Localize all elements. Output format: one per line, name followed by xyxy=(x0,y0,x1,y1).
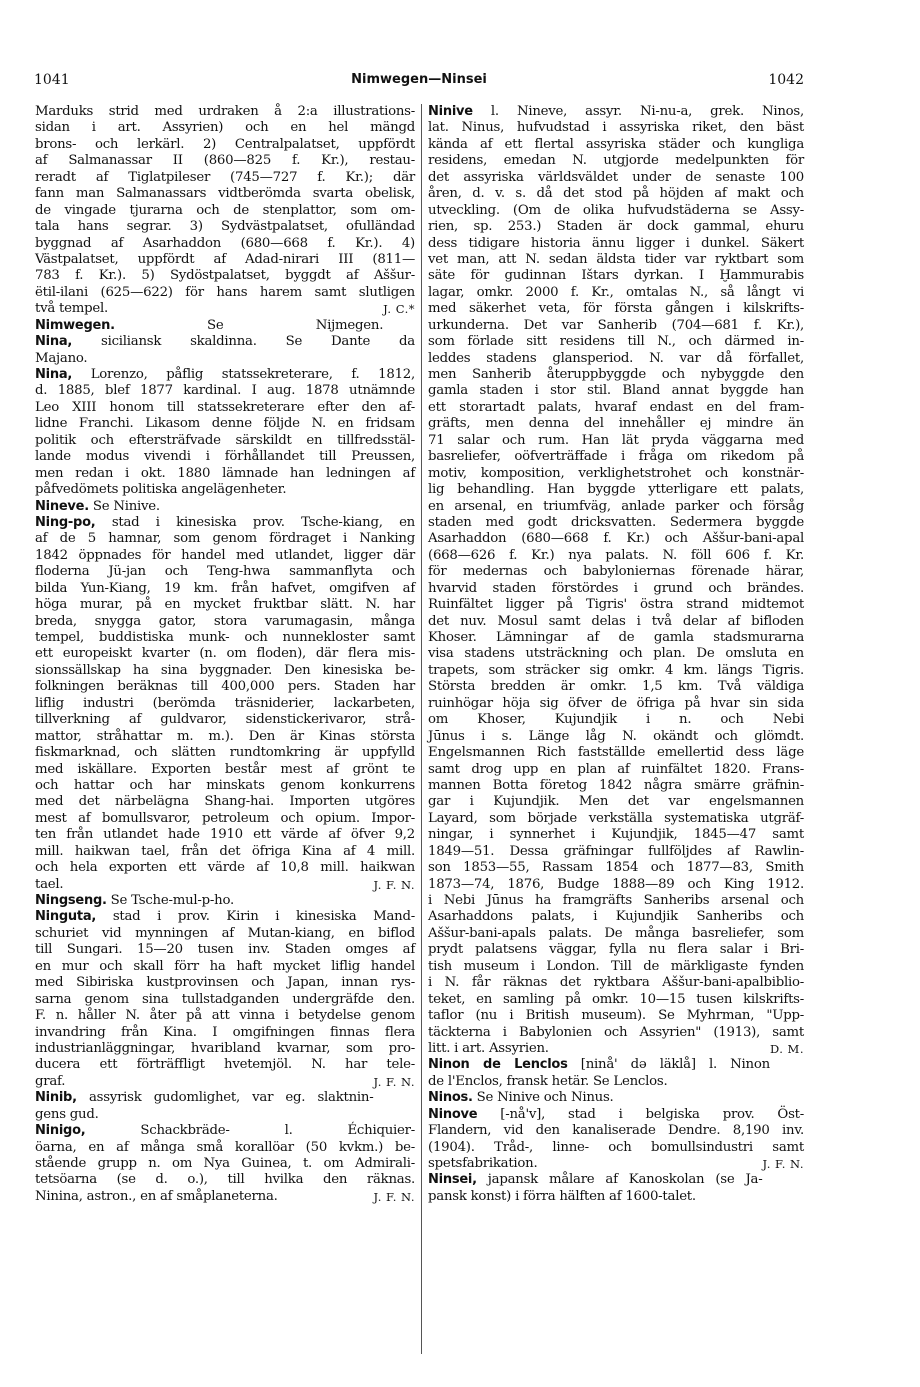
text-line: påfvedömets politiska angelägenheter. xyxy=(35,482,287,498)
text-line: (668—626 f. Kr.) nya palats. N. föll 606 f. Kr. xyxy=(428,547,804,563)
text-line: för medernas och babyloniernas förenade härar, xyxy=(428,564,804,580)
text-line: som förlade sitt residens till N., och därmed in- xyxy=(428,334,804,350)
text-line: bilda Yun-Kiang, 19 km. från hafvet, omgifven af xyxy=(35,580,415,596)
text-line: gens gud. xyxy=(35,1106,99,1122)
text-line: med det närbelägna Shang-hai. Importen utgöres xyxy=(35,794,415,810)
right-page-number: 1042 xyxy=(768,72,804,88)
text-line: dess tidigare historia ännu ligger i dunkel. Säkert xyxy=(428,235,804,251)
text-line: ningar, i synnerhet i Kujundjik, 1845—47 samt xyxy=(428,827,804,843)
column-divider xyxy=(421,104,422,1354)
text-line: ten från utlandet hade 1910 ett värde af öfver 9,2 xyxy=(35,827,415,843)
text-line: 783 f. Kr.). 5) Sydöstpalatset, byggdt af Aššur- xyxy=(35,268,415,284)
text-line: Nimwegen. Se Nijmegen. xyxy=(35,317,384,333)
text-line: de vingade tjurarna och de stenplattor, som om- xyxy=(35,202,415,218)
text-line: säte för gudinnan Ištars dyrkan. I Ḫammurabis xyxy=(428,268,804,284)
text-line: teket, en samling på omkr. 10—15 tusen kilskrifts- xyxy=(428,991,804,1007)
text-line: spetsfabrikation. J. F. N. xyxy=(428,1156,804,1171)
text-line: Nina, Lorenzo, påflig statssekreterare, f. 1812, xyxy=(35,367,415,382)
text-line: mest af bomullsvaror, petroleum och opium. Impor- xyxy=(35,810,415,826)
text-line: om Khoser, Kujundjik i n. och Nebi xyxy=(428,712,804,728)
text-line: Layard, som började verkställa systematiska utgräf- xyxy=(428,810,804,826)
text-line: höga murar, på en mycket fruktbar slätt. N. har xyxy=(35,597,415,613)
author-signature: J. F. N. xyxy=(762,1157,804,1171)
text-line: Ninib, assyrisk gudomlighet, var eg. slaktnin- xyxy=(35,1090,374,1106)
text-line: stående grupp n. om Nya Guinea, t. om Admirali- xyxy=(35,1156,415,1171)
text-line: Ninguta, stad i prov. Kirin i kinesiska Mand- xyxy=(35,909,415,925)
text-line: tempel, buddistiska munk- och nunnekloster samt xyxy=(35,630,415,645)
text-line: litt. i art. Assyrien. D. M. xyxy=(428,1040,804,1056)
text-line: 1849—51. Dessa gräfningar fullföljdes af Rawlin- xyxy=(428,843,804,859)
text-line: industrianläggningar, hvaribland kvarnar, som pro- xyxy=(35,1040,415,1056)
text-line: tish museum i London. Till de märkligaste fynden xyxy=(428,958,804,974)
text-line: Ninigo, Schackbräde- l. Échiquier- xyxy=(35,1123,415,1139)
text-line: Ninon de Lenclos [ninå' də läklå] l. Ninon xyxy=(428,1057,770,1073)
text-line: liflig industri (berömda träsniderier, lackarbeten, xyxy=(35,695,415,711)
text-line: samt drog upp en plan af ruinfältet 1820. Frans- xyxy=(428,761,804,777)
headword: Ninigo, xyxy=(35,1123,86,1139)
text-line: Asarhaddon (680—668 f. Kr.) och Aššur-bani-apal xyxy=(428,531,804,547)
headword: Ningseng. xyxy=(35,893,107,908)
headword: Nimwegen. xyxy=(35,317,115,333)
left-column xyxy=(35,104,415,1205)
text-line: Asarhaddons palats, i Kujundjik Sanheribs och xyxy=(428,909,804,925)
text-line: lande modus vivendi i förhållandet till Preussen, xyxy=(35,449,415,465)
text-line: tael. J. F. N. xyxy=(35,876,415,892)
text-line: urkunderna. Det var Sanherib (704—681 f. Kr.), xyxy=(428,317,804,333)
text-line: ducera ett förträffligt hvetemjöl. N. har tele- xyxy=(35,1057,415,1073)
text-line: lig behandling. Han byggde ytterligare ett palats, xyxy=(428,482,804,498)
text-line: son 1853—55, Rassam 1854 och 1877—83, Smith xyxy=(428,860,804,876)
headword: Ninguta, xyxy=(35,909,97,925)
text-line: Ruinfältet ligger på Tigris' östra strand midtemot xyxy=(428,597,804,613)
text-line: sionssällskap ha sina byggnader. Den kinesiska be- xyxy=(35,662,415,678)
text-line: täckterna i Babylonien och Assyrien" (1913), samt xyxy=(428,1024,804,1040)
text-line: Nina, siciliansk skaldinna. Se Dante da xyxy=(35,334,415,350)
text-line: residens, emedan N. utgjorde medelpunkten för xyxy=(428,153,804,169)
text-line: och hela exporten ett värde af 10,8 mill. haikwan xyxy=(35,860,415,876)
text-line: lat. Ninus, hufvudstad i assyriska riket, den bäst xyxy=(428,120,804,136)
text-line: visa stadens utsträckning och plan. De omsluta en xyxy=(428,646,804,662)
text-line: folkningen beräknas till 400,000 pers. Staden har xyxy=(35,679,415,695)
text-line: Största bredden är omkr. 1,5 km. Två väldiga xyxy=(428,679,804,695)
text-line: Västpalatset, uppfördt af Adad-nirari III (811— xyxy=(35,251,415,267)
text-line: brons- och lerkärl. 2) Centralpalatset, uppfördt xyxy=(35,136,415,152)
headword: Nina, xyxy=(35,334,73,350)
text-line: och hattar och har minskats genom konkurrens xyxy=(35,777,415,793)
text-line: i N. får räknas det ryktbara Aššur-bani-apalbiblio- xyxy=(428,975,804,991)
page-header xyxy=(34,72,804,96)
text-line: de l'Enclos, fransk hetär. Se Lenclos. xyxy=(428,1073,668,1089)
text-line: Leo XIII honom till statssekreterare efter den af- xyxy=(35,399,415,415)
text-line: breda, snygga gator, stora varumagasin, många xyxy=(35,613,415,629)
text-line: Ningseng. Se Tsche-mul-p-ho. xyxy=(35,893,234,908)
text-line: en arsenal, en triumfväg, anlade parker och försåg xyxy=(428,498,804,514)
text-line: schuriet vid mynningen af Mutan-kiang, en biflod xyxy=(35,925,415,941)
text-line: gräfts, men denna del innehåller ej mindre än xyxy=(428,416,804,432)
text-line: fiskmarknad, och slätten rundtomkring är uppfylld xyxy=(35,745,415,761)
text-line: lagar, omkr. 2000 f. Kr., omtalas N., så långt vi xyxy=(428,284,804,300)
text-line: men redan i okt. 1880 lämnade han ledningen af xyxy=(35,465,415,481)
text-line: ruinhögar höja sig öfver de öfriga på hvar sin sida xyxy=(428,695,804,711)
text-line: Ninove [-nå'v], stad i belgiska prov. Öst- xyxy=(428,1106,804,1122)
text-line: gar i Kujundjik. Men det var engelsmannen xyxy=(428,794,804,810)
headword: Ninsei, xyxy=(428,1172,477,1188)
text-line: mattor, stråhattar m. m.). Den är Kinas största xyxy=(35,728,415,744)
author-signature: J. C.* xyxy=(383,302,415,317)
text-line: vet man, att N. sedan äldsta tider var ryktbart som xyxy=(428,251,804,267)
author-signature: J. F. N. xyxy=(373,877,415,892)
headword: Ninive xyxy=(428,104,473,119)
text-line: rien, sp. 253.) Staden är dock gammal, ehuru xyxy=(428,219,804,235)
author-signature: D. M. xyxy=(769,1041,804,1056)
text-line: det nuv. Mosul samt delas i två delar af bifloden xyxy=(428,613,804,629)
text-line: tetsöarna (se d. o.), till hvilka den räknas. xyxy=(35,1172,415,1188)
text-line: men Sanherib återuppbyggde och nybyggde den xyxy=(428,367,804,382)
text-line: leddes stadens glansperiod. N. var då förfallet, xyxy=(428,350,804,366)
text-line: Aššur-bani-apals palats. De många basreliefer, som xyxy=(428,925,804,941)
text-line: prydt palatsens väggar, fylla nu flera salar i Bri- xyxy=(428,942,804,958)
text-line: med säkerhet veta, för första gången i kilskrifts- xyxy=(428,301,804,317)
text-line: utveckling. (Om de olika hufvudstäderna se Assy- xyxy=(428,202,804,218)
text-line: Ning-po, stad i kinesiska prov. Tsche-kiang, en xyxy=(35,514,415,530)
text-line: två tempel. J. C.* xyxy=(35,301,415,317)
text-line: invandring från Kina. I omgifningen finnas flera xyxy=(35,1024,415,1040)
text-line: trapets, som sträcker sig omkr. 4 km. längs Tigris. xyxy=(428,662,804,678)
text-line: hvarvid staden förstördes i grund och brändes. xyxy=(428,580,804,596)
headword: Nina, xyxy=(35,367,73,382)
text-line: staden med godt dricksvatten. Sedermera byggde xyxy=(428,514,804,530)
text-line: af de 5 hamnar, som genom fördraget i Nanking xyxy=(35,531,415,547)
text-line: en mur och skall förr ha haft mycket liflig handel xyxy=(35,958,415,974)
text-line: sidan i art. Assyrien) och en hel mängd xyxy=(35,120,415,136)
text-line: motiv, komposition, verklighetstrohet och konstnär- xyxy=(428,465,804,481)
text-line: Ninsei, japansk målare af Kanoskolan (se Ja- xyxy=(428,1172,763,1188)
text-line: Ninos. Se Ninive och Ninus. xyxy=(428,1090,614,1106)
text-line: basreliefer, oöfverträffade i fråga om rikedom på xyxy=(428,449,804,465)
text-line: ëtil-ilani (625—622) för hans harem samt slutligen xyxy=(35,284,415,300)
text-line: i Nebi Jūnus ha framgräfts Sanheribs arsenal och xyxy=(428,893,804,908)
text-line: till Sungari. 15—20 tusen inv. Staden omges af xyxy=(35,942,415,958)
text-line: Jūnus i s. Länge låg N. okändt och glömdt. xyxy=(428,728,804,744)
text-line: politik och eftersträfvade särskildt en tillfredsstäl- xyxy=(35,432,415,448)
text-line: mannen Botta företog 1842 några smärre gräfnin- xyxy=(428,777,804,793)
text-line: (1904). Tråd-, linne- och bomullsindustri samt xyxy=(428,1139,804,1155)
text-line: Marduks strid med urdraken å 2:a illustrations- xyxy=(35,104,415,119)
text-line: Flandern, vid den kanaliserade Dendre. 8,190 inv. xyxy=(428,1123,804,1139)
text-line: pansk konst) i förra hälften af 1600-talet. xyxy=(428,1188,696,1204)
text-line: d. 1885, blef 1877 kardinal. I aug. 1878 utnämnde xyxy=(35,383,415,399)
text-line: F. n. håller N. åter på att vinna i betydelse genom xyxy=(35,1008,415,1024)
headword: Ning-po, xyxy=(35,514,96,530)
text-line: gamla staden i stor stil. Bland annat byggde han xyxy=(428,383,804,399)
text-line: byggnad af Asarhaddon (680—668 f. Kr.). 4) xyxy=(35,235,415,251)
text-line: 1873—74, 1876, Budge 1888—89 och King 1912. xyxy=(428,876,804,892)
text-line: Majano. xyxy=(35,350,88,366)
text-line: graf. J. F. N. xyxy=(35,1073,415,1089)
text-line: med Sibiriska kustprovinsen och Japan, innan rys- xyxy=(35,975,415,991)
text-line: åren, d. v. s. då det stod på höjden af makt och xyxy=(428,186,804,202)
text-line: Ninive l. Nineve, assyr. Ni-nu-a, grek. Ninos, xyxy=(428,104,804,119)
text-line: Ninina, astron., en af småplaneterna. J. F. N. xyxy=(35,1188,415,1204)
text-line: taflor (nu i British museum). Se Myhrman, "Upp- xyxy=(428,1008,804,1024)
headword: Ninos. xyxy=(428,1090,473,1106)
text-line: 71 salar och rum. Han lät pryda väggarna med xyxy=(428,432,804,448)
author-signature: J. F. N. xyxy=(373,1189,415,1204)
text-line: Nineve. Se Ninive. xyxy=(35,498,160,514)
author-signature: J. F. N. xyxy=(373,1074,415,1089)
left-page-number: 1041 xyxy=(34,72,70,88)
page-title: Nimwegen—Ninsei xyxy=(351,72,487,87)
headword: Ninib, xyxy=(35,1090,77,1106)
text-line: öarna, en af många små korallöar (50 kvkm.) be- xyxy=(35,1139,415,1155)
text-line: lidne Franchi. Likasom denne följde N. en fridsam xyxy=(35,416,415,432)
right-column xyxy=(428,104,804,1205)
headword: Ninove xyxy=(428,1106,478,1122)
headword: Ninon de Lenclos xyxy=(428,1057,568,1073)
text-line: af Salmanassar II (860—825 f. Kr.), restau- xyxy=(35,153,415,169)
text-line: det assyriska världsväldet under de senaste 100 xyxy=(428,169,804,185)
text-line: tala hans segrar. 3) Sydvästpalatset, ofulländad xyxy=(35,219,415,235)
text-line: mill. haikwan tael, från det öfriga Kina af 4 mill. xyxy=(35,843,415,859)
text-line: ett storartadt palats, hvaraf endast en del fram- xyxy=(428,399,804,415)
text-line: tillverkning af guldvaror, sidenstickerivaror, strå- xyxy=(35,712,415,728)
text-line: kända af ett flertal assyriska städer och kungliga xyxy=(428,136,804,152)
text-line: med iskällare. Exporten består mest af grönt te xyxy=(35,761,415,777)
text-line: sarna genom sina tullstadganden undergräfde den. xyxy=(35,991,415,1007)
text-line: Khoser. Lämningar af de gamla stadsmurarna xyxy=(428,630,804,645)
headword: Nineve. xyxy=(35,498,89,514)
text-line: ett europeiskt kvarter (n. om floden), där flera mis- xyxy=(35,646,415,662)
text-line: fann man Salmanassars vidtberömda svarta obelisk, xyxy=(35,186,415,202)
text-line: floderna Jü-jan och Teng-hwa sammanflyta och xyxy=(35,564,415,580)
text-line: Engelsmannen Rich fastställde emellertid dess läge xyxy=(428,745,804,761)
text-line: reradt af Tiglatpileser (745—727 f. Kr.); där xyxy=(35,169,415,185)
text-line: 1842 öppnades för handel med utlandet, ligger där xyxy=(35,547,415,563)
